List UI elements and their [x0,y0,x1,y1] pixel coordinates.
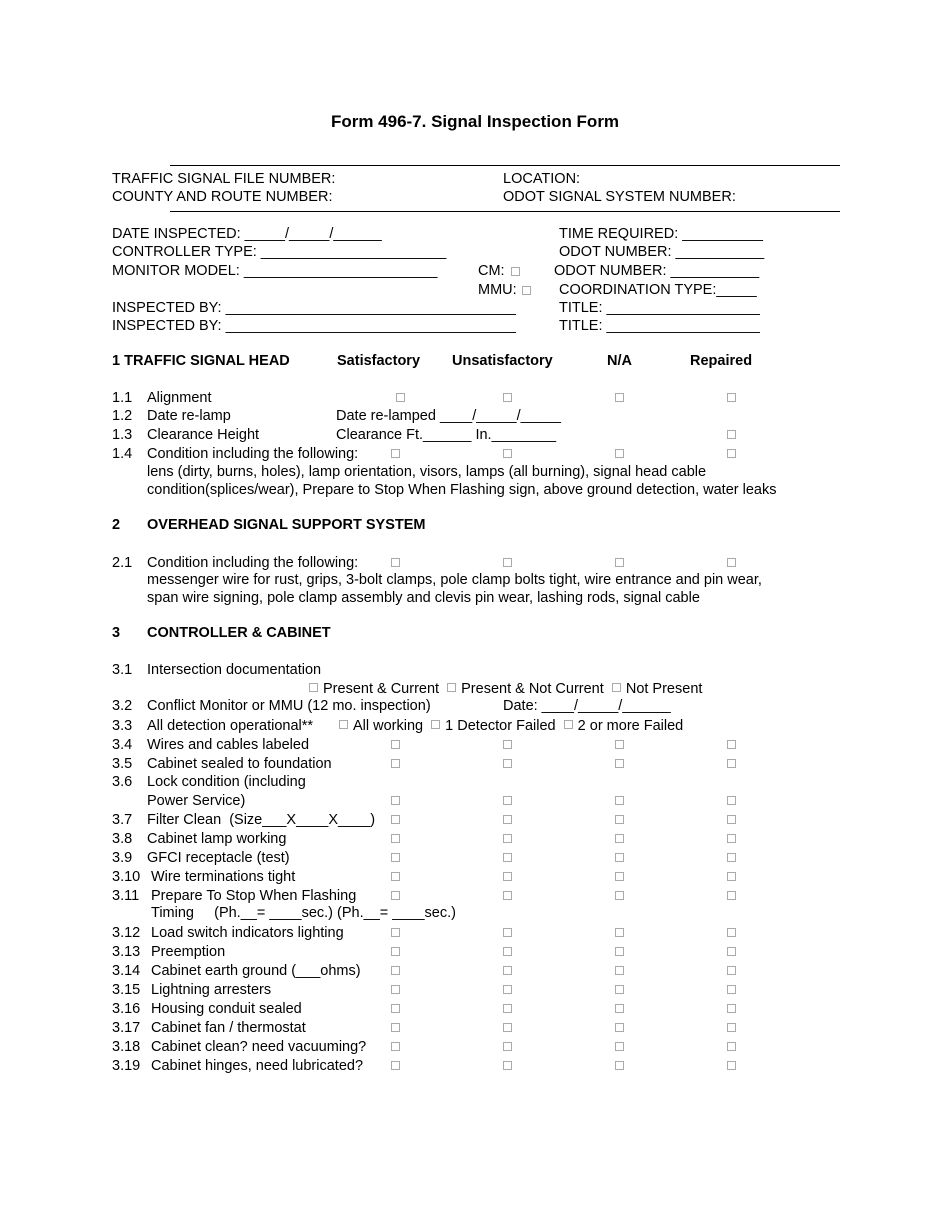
section-3-number: 3 [112,625,121,641]
item-number: 3.3 [112,718,133,734]
county-route-label: COUNTY AND ROUTE NUMBER: [112,189,333,205]
na-checkbox[interactable] [615,796,624,805]
na-checkbox[interactable] [615,891,624,900]
option-label: Present & Not Current [461,681,604,697]
unsatisfactory-checkbox[interactable] [503,834,512,843]
item-number: 3.19 [112,1058,141,1074]
item-label: Intersection documentation [147,662,322,678]
section-2-number: 2 [112,517,121,533]
item-number: 3.2 [112,698,133,714]
item-label: Cabinet lamp working [147,831,287,847]
satisfactory-checkbox[interactable] [391,759,400,768]
clearance-field[interactable]: Clearance Ft.______ In.________ [336,427,557,443]
unsatisfactory-checkbox[interactable] [503,815,512,824]
satisfactory-checkbox[interactable] [391,966,400,975]
cm-label: CM: [478,263,505,279]
present-current-checkbox[interactable] [309,683,318,692]
repaired-checkbox[interactable] [727,759,736,768]
unsatisfactory-checkbox[interactable] [503,1042,512,1051]
option-label: All working [353,718,424,734]
documentation-options [309,680,702,698]
item-description: span wire signing, pole clamp assembly and clevis pin wear, lashing rods, signal cable [147,590,700,606]
repaired-checkbox[interactable] [727,1042,736,1051]
item-number: 3.12 [112,925,141,941]
item-number: 1.2 [112,408,133,424]
item-number: 3.16 [112,1001,141,1017]
unsatisfactory-checkbox[interactable] [503,891,512,900]
item-description: lens (dirty, burns, holes), lamp orientation, visors, lamps (all burning), signal head cable [147,464,707,480]
satisfactory-checkbox[interactable] [391,1004,400,1013]
inspected-by-field[interactable]: INSPECTED BY: ____________________________________ [112,300,516,316]
repaired-checkbox[interactable] [727,1061,736,1070]
inspected-by-field-2[interactable]: INSPECTED BY: ____________________________________ [112,318,516,334]
na-checkbox[interactable] [615,928,624,937]
header-top-rule [170,165,840,166]
mmu-checkbox[interactable] [522,286,531,295]
satisfactory-checkbox[interactable] [391,891,400,900]
monitor-model-field[interactable]: MONITOR MODEL: ________________________ [112,263,438,279]
item-label: Clearance Height [147,427,260,443]
repaired-checkbox[interactable] [727,740,736,749]
satisfactory-checkbox[interactable] [391,796,400,805]
repaired-checkbox[interactable] [727,393,736,402]
satisfactory-checkbox[interactable] [391,1023,400,1032]
satisfactory-checkbox[interactable] [391,1042,400,1051]
na-checkbox[interactable] [615,1004,624,1013]
repaired-checkbox[interactable] [727,449,736,458]
column-repaired: Repaired [690,353,753,369]
na-checkbox[interactable] [615,740,624,749]
item-number: 3.15 [112,982,141,998]
na-checkbox[interactable] [615,834,624,843]
repaired-checkbox[interactable] [727,1023,736,1032]
satisfactory-checkbox[interactable] [391,558,400,567]
coordination-type-field[interactable]: COORDINATION TYPE:_____ [559,282,757,298]
item-number: 3.18 [112,1039,141,1055]
unsatisfactory-checkbox[interactable] [503,796,512,805]
item-label-continued: Power Service) [147,793,246,809]
not-present-checkbox[interactable] [612,683,621,692]
option-label: Present & Current [323,681,440,697]
repaired-checkbox[interactable] [727,872,736,881]
column-satisfactory: Satisfactory [337,353,421,369]
repaired-checkbox[interactable] [727,947,736,956]
item-number: 3.5 [112,756,133,772]
na-checkbox[interactable] [615,985,624,994]
item-number: 3.4 [112,737,133,753]
unsatisfactory-checkbox[interactable] [503,558,512,567]
unsatisfactory-checkbox[interactable] [503,872,512,881]
unsatisfactory-checkbox[interactable] [503,966,512,975]
unsatisfactory-checkbox[interactable] [503,1004,512,1013]
item-number: 3.8 [112,831,133,847]
item-label: Cabinet earth ground (___ohms) [151,963,361,979]
item-label: Cabinet fan / thermostat [151,1020,306,1036]
header-bottom-rule [170,211,840,212]
item-label: Lock condition (including [147,774,306,790]
na-checkbox[interactable] [615,449,624,458]
item-label: All detection operational** [147,718,314,734]
timing-field[interactable]: Timing (Ph.__= ____sec.) (Ph.__= ____sec.) [151,905,456,921]
item-number: 3.14 [112,963,141,979]
item-label: Cabinet sealed to foundation [147,756,332,772]
unsatisfactory-checkbox[interactable] [503,393,512,402]
cm-checkbox[interactable] [511,267,520,276]
repaired-checkbox[interactable] [727,834,736,843]
satisfactory-checkbox[interactable] [391,947,400,956]
detection-options [339,717,683,735]
unsatisfactory-checkbox[interactable] [503,928,512,937]
item-number: 1.1 [112,390,133,406]
satisfactory-checkbox[interactable] [391,872,400,881]
item-number: 2.1 [112,555,133,571]
option-label: 2 or more Failed [577,718,684,734]
satisfactory-checkbox[interactable] [391,985,400,994]
na-checkbox[interactable] [615,1023,624,1032]
na-checkbox[interactable] [615,1061,624,1070]
na-checkbox[interactable] [615,947,624,956]
item-description: messenger wire for rust, grips, 3-bolt clamps, pole clamp bolts tight, wire entrance and pin wear, [147,572,762,588]
odot-system-number-label: ODOT SIGNAL SYSTEM NUMBER: [503,189,736,205]
present-not-current-checkbox[interactable] [447,683,456,692]
repaired-checkbox[interactable] [727,928,736,937]
form-title: Form 496-7. Signal Inspection Form [330,112,620,131]
unsatisfactory-checkbox[interactable] [503,985,512,994]
item-number: 3.13 [112,944,141,960]
item-label: Prepare To Stop When Flashing [151,888,357,904]
item-number: 1.4 [112,446,133,462]
item-label: Filter Clean (Size___X____X____) [147,812,376,828]
repaired-checkbox[interactable] [727,966,736,975]
section-1-heading: 1 TRAFFIC SIGNAL HEAD [112,353,290,369]
item-number: 1.3 [112,427,133,443]
item-number: 3.17 [112,1020,141,1036]
repaired-checkbox[interactable] [727,430,736,439]
unsatisfactory-checkbox[interactable] [503,1061,512,1070]
repaired-checkbox[interactable] [727,891,736,900]
repaired-checkbox[interactable] [727,558,736,567]
section-3-heading: CONTROLLER & CABINET [147,625,331,641]
item-label: Condition including the following: [147,446,359,462]
item-label: Wire terminations tight [151,869,296,885]
item-label: Load switch indicators lighting [151,925,344,941]
repaired-checkbox[interactable] [727,815,736,824]
item-label: Cabinet hinges, need lubricated? [151,1058,364,1074]
satisfactory-checkbox[interactable] [391,740,400,749]
one-detector-failed-checkbox[interactable] [431,720,440,729]
monitor-date-field[interactable]: Date: ____/_____/______ [503,698,671,714]
date-inspected-field[interactable]: DATE INSPECTED: _____/_____/______ [112,226,382,242]
repaired-checkbox[interactable] [727,853,736,862]
satisfactory-checkbox[interactable] [391,853,400,862]
na-checkbox[interactable] [615,393,624,402]
item-number: 3.11 [112,888,140,904]
two-or-more-failed-checkbox[interactable] [564,720,573,729]
na-checkbox[interactable] [615,966,624,975]
item-label: Date re-lamp [147,408,231,424]
item-number: 3.10 [112,869,141,885]
na-checkbox[interactable] [615,558,624,567]
title-field[interactable]: TITLE: ___________________ [559,300,760,316]
item-number: 3.9 [112,850,133,866]
item-label: Condition including the following: [147,555,359,571]
item-label: Cabinet clean? need vacuuming? [151,1039,367,1055]
satisfactory-checkbox[interactable] [391,1061,400,1070]
title-field-2[interactable]: TITLE: ___________________ [559,318,760,334]
odot-number-field-2[interactable]: ODOT NUMBER: ___________ [554,263,760,279]
item-label: Lightning arresters [151,982,272,998]
satisfactory-checkbox[interactable] [391,815,400,824]
na-checkbox[interactable] [615,815,624,824]
satisfactory-checkbox[interactable] [391,449,400,458]
item-number: 3.7 [112,812,133,828]
unsatisfactory-checkbox[interactable] [503,759,512,768]
file-number-label: TRAFFIC SIGNAL FILE NUMBER: [112,171,336,187]
item-label: Preemption [151,944,226,960]
item-label: Housing conduit sealed [151,1001,302,1017]
unsatisfactory-checkbox[interactable] [503,449,512,458]
unsatisfactory-checkbox[interactable] [503,740,512,749]
item-label: Wires and cables labeled [147,737,310,753]
na-checkbox[interactable] [615,759,624,768]
column-unsatisfactory: Unsatisfactory [452,353,553,369]
unsatisfactory-checkbox[interactable] [503,947,512,956]
repaired-checkbox[interactable] [727,1004,736,1013]
satisfactory-checkbox[interactable] [396,393,405,402]
item-description: condition(splices/wear), Prepare to Stop When Flashing sign, above ground detection, water leaks [147,482,777,498]
unsatisfactory-checkbox[interactable] [503,1023,512,1032]
na-checkbox[interactable] [615,872,624,881]
unsatisfactory-checkbox[interactable] [503,853,512,862]
column-na: N/A [607,353,632,369]
item-label: Alignment [147,390,212,406]
odot-number-field[interactable]: ODOT NUMBER: ___________ [559,244,765,260]
item-number: 3.6 [112,774,133,790]
item-number: 3.1 [112,662,133,678]
controller-type-field[interactable]: CONTROLLER TYPE: _______________________ [112,244,447,260]
satisfactory-checkbox[interactable] [391,928,400,937]
mmu-label: MMU: [478,282,517,298]
repaired-checkbox[interactable] [727,985,736,994]
date-relamped-field[interactable]: Date re-lamped ____/_____/_____ [336,408,561,424]
section-2-heading: OVERHEAD SIGNAL SUPPORT SYSTEM [147,517,426,533]
location-label: LOCATION: [503,171,581,187]
item-label: GFCI receptacle (test) [147,850,290,866]
time-required-field[interactable]: TIME REQUIRED: __________ [559,226,763,242]
option-label: Not Present [625,681,703,697]
na-checkbox[interactable] [615,853,624,862]
na-checkbox[interactable] [615,1042,624,1051]
repaired-checkbox[interactable] [727,796,736,805]
satisfactory-checkbox[interactable] [391,834,400,843]
item-label: Conflict Monitor or MMU (12 mo. inspection) [147,698,431,714]
option-label: 1 Detector Failed [445,718,556,734]
all-working-checkbox[interactable] [339,720,348,729]
